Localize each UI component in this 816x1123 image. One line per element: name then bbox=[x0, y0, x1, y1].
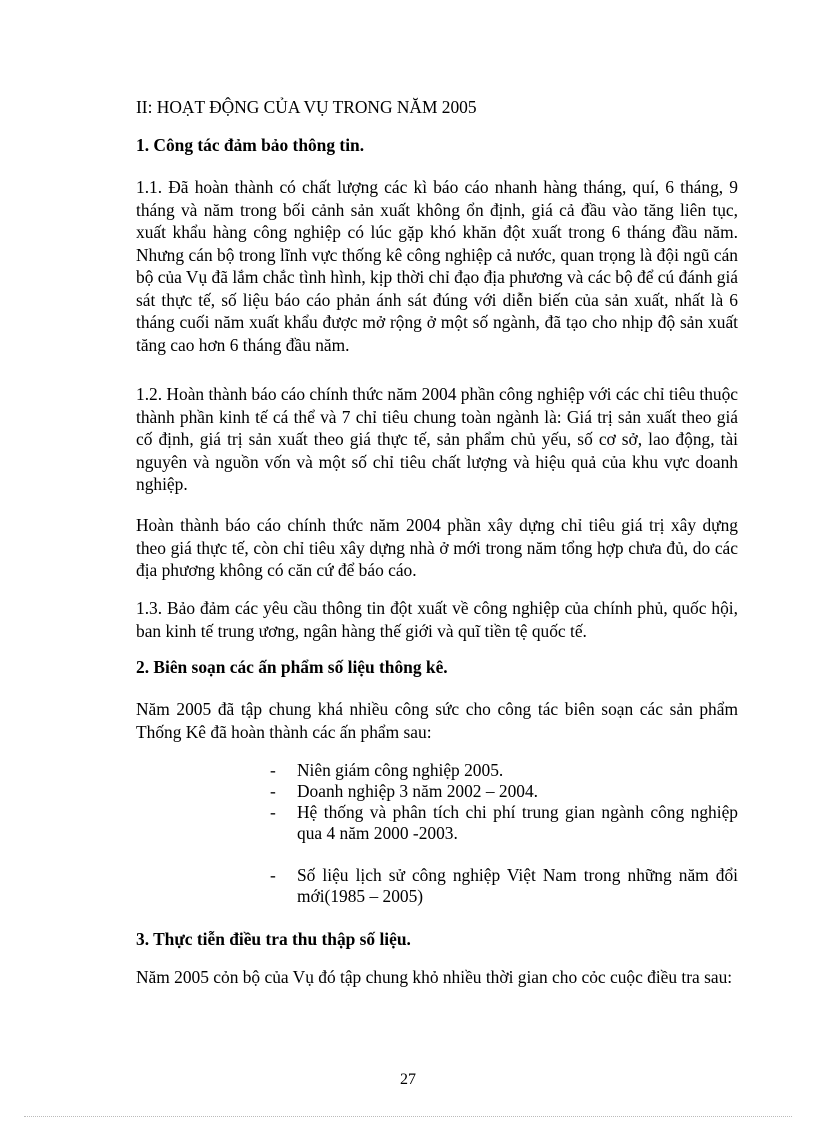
list-item: - Doanh nghiệp 3 năm 2002 – 2004. bbox=[270, 781, 539, 801]
publications-list bbox=[270, 760, 738, 907]
list-bullet: - bbox=[270, 802, 276, 822]
list-bullet: - bbox=[270, 781, 276, 801]
heading-field-survey: 3. Thực tiễn điều tra thu thập số liệu. bbox=[136, 929, 411, 949]
page-number: 27 bbox=[400, 1071, 416, 1088]
section-title: II: HOẠT ĐỘNG CỦA VỤ TRONG NĂM 2005 bbox=[136, 97, 477, 117]
list-bullet: - bbox=[270, 865, 276, 885]
footer-divider bbox=[24, 1116, 792, 1117]
paragraph-construction-report: Hoàn thành báo cáo chính thức năm 2004 phần xây dựng chỉ tiêu giá trị xây dựng theo giá thực tế, còn chỉ tiêu xây dựng nhà ở mới trong năm tổng hợp chưa đủ, do các địa phương không có căn cứ để báo cáo. bbox=[136, 515, 738, 580]
paragraph-1-2: 1.2. Hoàn thành báo cáo chính thức năm 2004 phần công nghiệp với các chỉ tiêu thuộc thành phần kinh tế cá thể và 7 chỉ tiêu chung toàn ngành là: Giá trị sản xuất theo giá cố định, giá trị sản xuất theo giá thực tế, sản phẩm chủ yếu, số cơ sở, lao động, tài nguyên và nguồn vốn và một số chỉ tiêu chất lượng và hiệu quả của khu vực doanh nghiệp. bbox=[136, 384, 739, 494]
paragraph-1-3: 1.3. Bảo đảm các yêu cầu thông tin đột xuất về công nghiệp của chính phủ, quốc hội, ban kinh tế trung ương, ngân hàng thế giới và quĩ tiền tệ quốc tế. bbox=[136, 598, 738, 641]
paragraph-publications-intro: Năm 2005 đã tập chung khá nhiều công sức cho công tác biên soạn các sản phẩm Thống Kê đã hoàn thành các ấn phẩm sau: bbox=[136, 699, 738, 742]
list-bullet: - bbox=[270, 760, 276, 780]
list-item: - Hệ thống và phân tích chi phí trung gian ngành công nghiệp qua 4 năm 2000 -2003. bbox=[270, 802, 738, 843]
paragraph-survey-intro: Năm 2005 cỏn bộ của Vụ đó tập chung khỏ nhiều thời gian cho cỏc cuộc điều tra sau: bbox=[136, 967, 733, 987]
list-item: - Số liệu lịch sử công nghiệp Việt Nam trong những năm đổi mới(1985 – 2005) bbox=[270, 865, 738, 906]
paragraph-1-1: 1.1. Đã hoàn thành có chất lượng các kì báo cáo nhanh hàng tháng, quí, 6 tháng, 9 tháng và năm trong bối cảnh sản xuất không ổn định, giá cả đầu vào tăng liên tục, xuất khẩu hàng công nghiệp có lúc gặp khó khăn đột xuất trong 6 tháng đầu năm. Nhưng cán bộ trong lĩnh vực thống kê công nghiệp cả nước, quan trọng là đội ngũ cán bộ của Vụ đã lắm chắc tình hình, kịp thời chỉ đạo địa phương và các bộ để cú đánh giá sát thực tế, số liệu báo cáo phản ánh sát đúng với diễn biến của sản xuất, nhất là 6 tháng cuối năm xuất khẩu được mở rộng ở một số ngành, đã tạo cho nhịp độ sản xuất tăng cao hơn 6 tháng đầu năm. bbox=[136, 177, 738, 355]
list-item: - Niên giám công nghiệp 2005. bbox=[270, 760, 504, 780]
heading-info-assurance: 1. Công tác đảm bảo thông tin. bbox=[136, 135, 365, 155]
heading-publications: 2. Biên soạn các ấn phẩm số liệu thông kê. bbox=[136, 657, 448, 677]
